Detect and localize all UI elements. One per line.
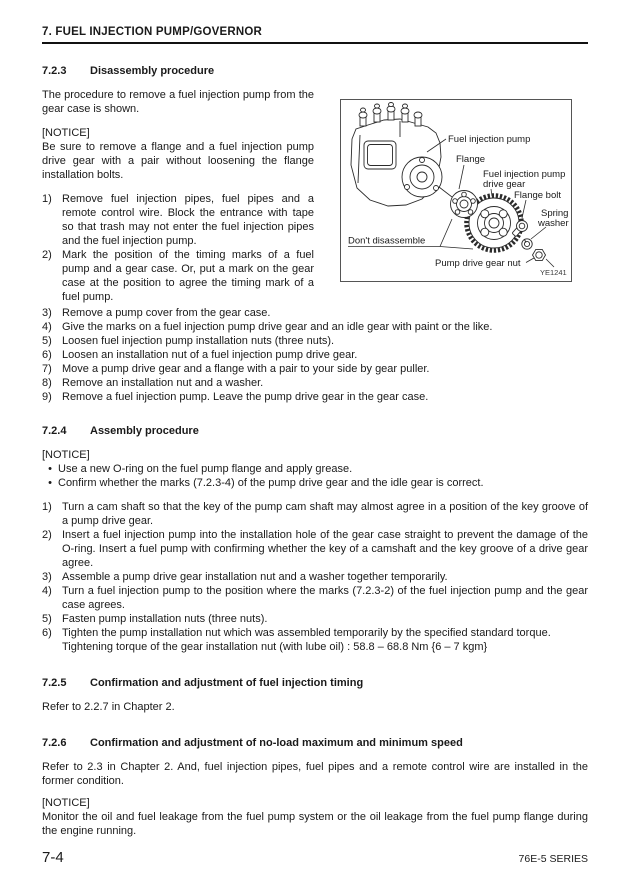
step-number: 8) [42, 377, 52, 389]
step-item [42, 500, 588, 528]
speed-body: Refer to 2.3 in Chapter 2. And, fuel injection pipes, fuel pipes and a remote control wire are installed in the former condition. [42, 761, 588, 787]
bullet-text: Confirm whether the marks (7.2.3-4) of the pump drive gear and the idle gear is correct. [58, 477, 484, 489]
step-number: 5) [42, 613, 52, 625]
step-text: Fasten pump installation nuts (three nuts). [62, 613, 268, 625]
assembly-notice-bullets [42, 462, 588, 490]
label-fuel-injection-pump: Fuel injection pump [448, 134, 531, 145]
section-title: Confirmation and adjustment of no-load maximum and minimum speed [90, 737, 463, 749]
bullet-marker: • [48, 477, 52, 489]
step-number: 3) [42, 307, 52, 319]
disassembly-steps-full [42, 306, 588, 404]
label-spring-line1: Spring [541, 208, 569, 219]
speed-notice-text: Monitor the oil and fuel leakage from the fuel pump system or the oil leakage from the fuel pump flange during the engine running. [42, 811, 588, 837]
step-text: Turn a cam shaft so that the key of the pump cam shaft may almost agree in a position of the key groove of a pump drive gear. [62, 501, 588, 527]
step-text: Remove fuel injection pipes, fuel pipes and a remote control wire. Block the entrance with tape so that trash may not enter the fuel injection pipes and the fuel injection pump. [62, 193, 314, 247]
step-item [42, 570, 588, 584]
label-flange-bolt: Flange bolt [514, 190, 562, 201]
step-text: Mark the position of the timing marks of a fuel pump and a gear case. Or, put a mark on the gear case at the position to agree the timing mark of a fuel pump. [62, 249, 314, 303]
step-number: 2) [42, 529, 52, 541]
step-text: Remove a fuel injection pump. Leave the pump drive gear in the gear case. [62, 391, 429, 403]
step-text: Tighten the pump installation nut which was assembled temporarily by the specified standard torque. [62, 627, 551, 639]
section-number: 7.2.6 [42, 737, 67, 749]
step-text: Remove a pump cover from the gear case. [62, 307, 271, 319]
step-item [42, 362, 588, 376]
intro-paragraph: The procedure to remove a fuel injection pump from the gear case is shown. [42, 89, 314, 115]
notice-text: Be sure to remove a flange and a fuel injection pump drive gear with a pair without loosening the flange installation bolts. [42, 141, 314, 181]
spring-washer-drawing [522, 239, 532, 249]
label-dont-disassemble: Don't disassemble [348, 235, 426, 247]
bullet-text: Use a new O-ring on the fuel pump flange and apply grease. [58, 463, 353, 475]
bullet-marker: • [48, 463, 52, 475]
step-number: 6) [42, 627, 52, 639]
step-number: 2) [42, 249, 52, 261]
step-text: Give the marks on a fuel injection pump drive gear and an idle gear with paint or the like. [62, 321, 493, 333]
drive-gear-nut-drawing [533, 249, 546, 260]
section-number: 7.2.5 [42, 677, 67, 689]
step-text: Assemble a pump drive gear installation nut and a washer together temporarily. [62, 571, 448, 583]
timing-body: Refer to 2.2.7 in Chapter 2. [42, 701, 175, 713]
bullet-item [42, 462, 588, 476]
step-number: 7) [42, 363, 52, 375]
label-drive-gear-line2: drive gear [483, 179, 526, 190]
label-spring-line2: washer [538, 218, 569, 229]
step-item [42, 390, 588, 404]
step-item [42, 626, 588, 640]
step-text: Remove an installation nut and a washer. [62, 377, 264, 389]
chapter-title: 7. FUEL INJECTION PUMP/GOVERNOR [42, 26, 263, 38]
notice-label: [NOTICE] [42, 797, 90, 809]
disassembly-columns [42, 88, 588, 304]
section-title: Assembly procedure [90, 425, 199, 437]
flange-drawing [451, 191, 478, 218]
step-item [42, 306, 588, 320]
bullet-item [42, 476, 588, 490]
section-heading-disassembly [42, 64, 588, 78]
figure-code: YE1241 [540, 268, 567, 277]
step-number: 5) [42, 335, 52, 347]
section-heading-assembly [42, 424, 588, 438]
step-text: Move a pump drive gear and a flange with a pair to your side by gear puller. [62, 363, 430, 375]
step-text: Insert a fuel injection pump into the installation hole of the gear case straight to prevent the damage of the O-ring. Insert a fuel pump with confirming whether the key of a camshaft and the key groove of a drive gear agree. [62, 529, 588, 569]
label-pump-drive-gear-nut: Pump drive gear nut [435, 258, 521, 269]
figure-container [340, 99, 572, 304]
series-label: 76E-5 SERIES [518, 853, 588, 865]
section-number: 7.2.3 [42, 65, 67, 77]
step-number: 9) [42, 391, 52, 403]
step-text: Loosen fuel injection pump installation nuts (three nuts). [62, 335, 335, 347]
step-number: 6) [42, 349, 52, 361]
disassembly-text-column [42, 88, 314, 304]
step-item [42, 334, 588, 348]
step-text: Loosen an installation nut of a fuel injection pump drive gear. [62, 349, 358, 361]
step-item [42, 192, 314, 248]
step-item [42, 584, 588, 612]
label-flange: Flange [456, 154, 486, 165]
step-item [42, 528, 588, 570]
section-number: 7.2.4 [42, 425, 67, 437]
page-number: 7-4 [42, 849, 64, 866]
page-header [42, 26, 588, 44]
step-item [42, 348, 588, 362]
disassembly-steps-side [42, 192, 314, 304]
notice-label: [NOTICE] [42, 449, 90, 461]
page-footer [42, 849, 588, 866]
step-number: 1) [42, 193, 52, 205]
pump-exploded-diagram [340, 99, 572, 282]
step-item [42, 376, 588, 390]
step-number: 3) [42, 571, 52, 583]
section-heading-speed [42, 736, 588, 750]
step-text: Turn a fuel injection pump to the position where the marks (7.2.3-2) of the fuel injection pump and the gear case agrees. [62, 585, 588, 611]
assembly-steps [42, 500, 588, 654]
step-number: 4) [42, 585, 52, 597]
section-heading-timing [42, 676, 588, 690]
section-title: Confirmation and adjustment of fuel injection timing [90, 677, 364, 689]
step-item [42, 612, 588, 626]
step-item [42, 320, 588, 334]
label-drive-gear-line1: Fuel injection pump [483, 169, 566, 180]
section-title: Disassembly procedure [90, 65, 215, 77]
step-item [42, 248, 314, 304]
step-number: 4) [42, 321, 52, 333]
torque-spec-line: Tightening torque of the gear installation nut (with lube oil) : 58.8 – 68.8 Nm {6 – 7 kgm} [62, 641, 488, 653]
notice-label: [NOTICE] [42, 127, 90, 139]
step-number: 1) [42, 501, 52, 513]
